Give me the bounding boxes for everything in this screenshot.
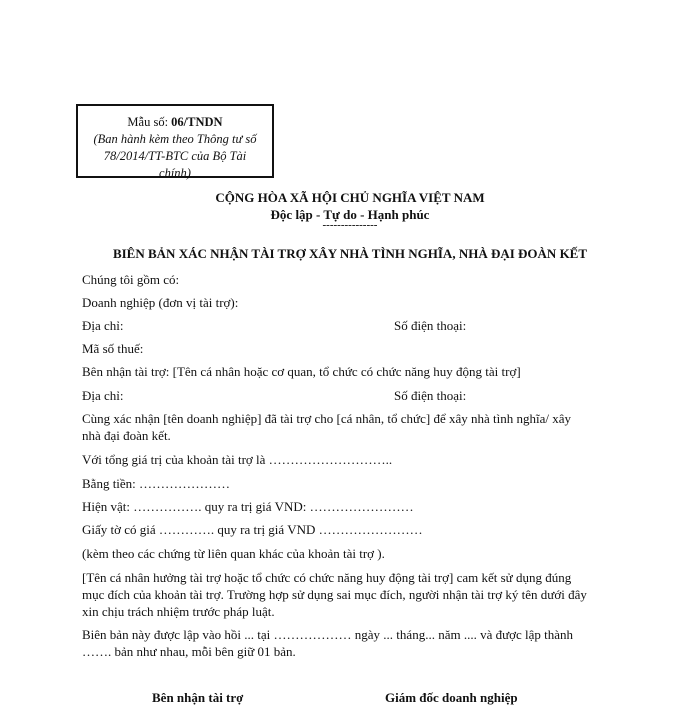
form-number: 06/TNDN — [171, 115, 223, 129]
securities-line: Giấy tờ có giá …………. quy ra trị giá VND …………………… — [82, 522, 423, 537]
header-divider: --------------- — [322, 219, 378, 231]
attached-line: (kèm theo các chứng từ liên quan khác của khoản tài trợ ). — [82, 546, 385, 561]
address-line-1: Địa chỉ: — [82, 318, 124, 333]
tax-code-line: Mã số thuế: — [82, 341, 144, 356]
intro-line: Chúng tôi gồm có: — [82, 272, 180, 287]
confirm-line-1: Cùng xác nhận [tên doanh nghiệp] đã tài trợ cho [cá nhân, tổ chức] để xây nhà tình nghĩa/ xây — [82, 411, 571, 426]
enterprise-line: Doanh nghiệp (đơn vị tài trợ): — [82, 295, 239, 310]
form-issued-line-2: 78/2014/TT-BTC của Bộ Tài — [103, 149, 247, 163]
confirm-paragraph — [82, 410, 612, 444]
in-kind-line: Hiện vật: ……………. quy ra trị giá VND: …………………… — [82, 499, 414, 514]
record-line-2: ……. bản như nhau, mỗi bên giữ 01 bản. — [82, 644, 296, 659]
document-title: BIÊN BẢN XÁC NHẬN TÀI TRỢ XÂY NHÀ TÌNH NGHĨA, NHÀ ĐẠI ĐOÀN KẾT — [112, 246, 588, 261]
record-paragraph — [82, 626, 612, 660]
form-issued-line-3: chính) — [159, 166, 191, 180]
form-number-line — [78, 114, 272, 131]
record-line-1: Biên bản này được lập vào hồi ... tại ……………… ngày ... tháng... năm .... và được lập thành — [82, 627, 574, 642]
commit-line-2: mục đích của khoản tài trợ. Trường hợp sử dụng sai mục đích, người nhận tài trợ ký tên dưới đây — [82, 587, 587, 602]
national-motto: Độc lập - Tự do - Hạnh phúc — [270, 207, 430, 222]
address-line-2: Địa chỉ: — [82, 388, 124, 403]
phone-line-2: Số điện thoại: — [394, 388, 467, 403]
form-issued-line-1: (Ban hành kèm theo Thông tư số — [93, 132, 257, 146]
commit-paragraph — [82, 569, 612, 620]
signature-director: Giám đốc doanh nghiệp — [385, 690, 518, 705]
commit-line-3: xin chịu trách nhiệm trước pháp luật. — [82, 604, 275, 619]
phone-line-1: Số điện thoại: — [394, 318, 467, 333]
country-name: CỘNG HÒA XÃ HỘI CHỦ NGHĨA VIỆT NAM — [215, 190, 485, 205]
signature-recipient: Bên nhận tài trợ — [152, 690, 244, 705]
form-number-box — [76, 104, 274, 178]
confirm-line-2: nhà đại đoàn kết. — [82, 428, 171, 443]
form-number-label: Mẫu số: — [127, 115, 169, 129]
cash-line: Bằng tiền: ………………… — [82, 476, 231, 491]
recipient-line: Bên nhận tài trợ: [Tên cá nhân hoặc cơ quan, tổ chức có chức năng huy động tài trợ] — [82, 364, 521, 379]
commit-line-1: [Tên cá nhân hưởng tài trợ hoặc tổ chức có chức năng huy động tài trợ] cam kết sử dụng đúng — [82, 570, 572, 585]
total-line: Với tổng giá trị của khoản tài trợ là ……………………….. — [82, 452, 393, 467]
